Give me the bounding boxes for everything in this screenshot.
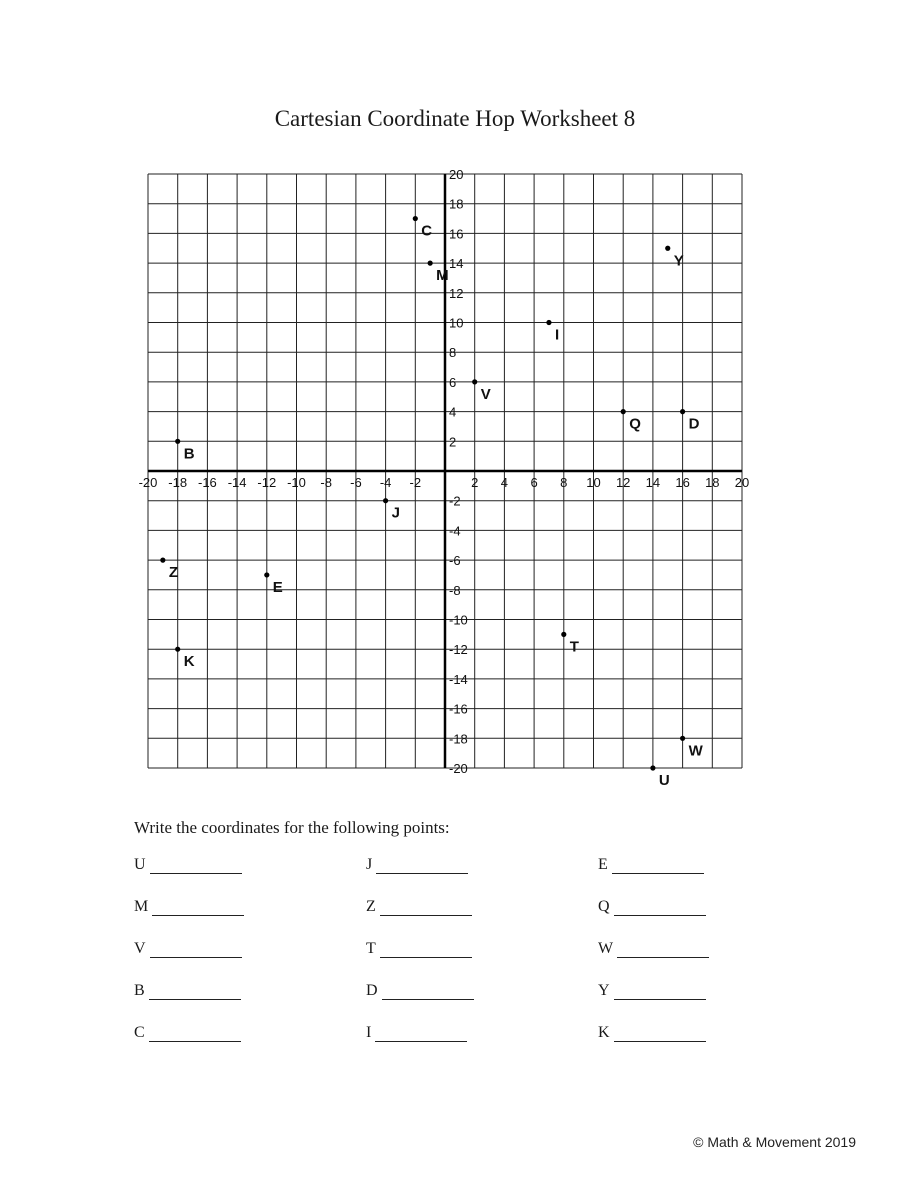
answer-item <box>134 1024 241 1042</box>
answer-blank[interactable] <box>382 983 474 1000</box>
x-tick-label: 20 <box>734 475 750 490</box>
y-tick-label: -12 <box>449 642 468 658</box>
x-tick-label: 4 <box>500 475 509 490</box>
answer-item <box>134 940 242 958</box>
point-marker <box>175 439 180 444</box>
answer-label: M <box>134 898 149 915</box>
answer-label: I <box>366 1024 372 1041</box>
x-tick-label: -12 <box>257 475 277 490</box>
x-tick-label: 10 <box>586 475 601 490</box>
answer-blank[interactable] <box>149 1025 241 1042</box>
answer-blank[interactable] <box>149 983 241 1000</box>
point-marker <box>680 736 685 741</box>
point-marker <box>621 409 626 414</box>
answer-blank[interactable] <box>617 941 709 958</box>
answer-label: J <box>366 856 373 873</box>
point-label: C <box>421 222 433 240</box>
worksheet-title: Cartesian Coordinate Hop Worksheet 8 <box>274 106 636 131</box>
answer-blank[interactable] <box>614 983 706 1000</box>
point-marker <box>428 261 433 266</box>
plotted-points <box>160 216 703 789</box>
point-marker <box>472 379 477 384</box>
answer-label: E <box>598 856 608 873</box>
x-tick-label: 2 <box>471 475 479 490</box>
point-label: Z <box>168 564 179 582</box>
answer-item <box>366 982 474 1000</box>
answer-item <box>598 940 709 958</box>
point-marker <box>264 572 269 577</box>
point-marker <box>413 216 418 221</box>
answer-label: Y <box>598 982 610 999</box>
point-label: U <box>658 772 670 789</box>
answer-item <box>598 898 706 916</box>
instruction-text: Write the coordinates for the following points: <box>134 818 450 837</box>
answer-item <box>366 940 472 958</box>
answer-item <box>366 898 472 916</box>
x-tick-label: 16 <box>675 475 690 490</box>
x-tick-label: 8 <box>560 475 568 490</box>
point-marker <box>160 558 165 563</box>
y-tick-label: 12 <box>449 285 464 301</box>
answer-label: Q <box>598 898 610 915</box>
x-tick-label: -8 <box>320 475 332 490</box>
point-label: V <box>480 385 491 403</box>
point-label: M <box>436 267 449 285</box>
point-label: T <box>569 638 579 656</box>
answer-item <box>134 898 244 916</box>
x-tick-label: -16 <box>198 475 217 490</box>
x-tick-label: -14 <box>227 475 247 490</box>
answer-row <box>134 856 754 882</box>
coordinate-grid <box>130 160 770 800</box>
point-marker <box>383 498 388 503</box>
point-marker <box>546 320 551 325</box>
answer-section <box>134 856 754 1066</box>
point-label: D <box>688 415 700 433</box>
y-tick-label: 2 <box>449 434 457 450</box>
y-tick-label: 20 <box>449 167 464 182</box>
point-label: J <box>391 504 400 522</box>
y-tick-label: -2 <box>449 493 461 509</box>
answer-blank[interactable] <box>375 1025 467 1042</box>
answer-row <box>134 1024 754 1050</box>
y-tick-label: -14 <box>449 671 468 687</box>
answer-blank[interactable] <box>150 941 242 958</box>
copyright-footer: © Math & Movement 2019 <box>693 1134 856 1150</box>
point-label: Y <box>673 252 684 270</box>
answer-row <box>134 982 754 1008</box>
x-tick-label: 6 <box>530 475 538 490</box>
answer-item <box>366 856 468 874</box>
answer-blank[interactable] <box>380 941 472 958</box>
answer-label: Z <box>366 898 376 915</box>
answer-label: D <box>366 982 378 999</box>
point-label: W <box>688 742 703 760</box>
y-tick-label: 6 <box>449 374 457 390</box>
answer-row <box>134 940 754 966</box>
answer-blank[interactable] <box>152 899 244 916</box>
answer-blank[interactable] <box>376 857 468 874</box>
y-tick-label: 10 <box>449 315 464 331</box>
x-tick-label: 14 <box>645 475 661 490</box>
point-marker <box>650 765 655 770</box>
y-tick-label: -8 <box>449 582 461 598</box>
answer-blank[interactable] <box>614 899 706 916</box>
answer-blank[interactable] <box>614 1025 706 1042</box>
answer-label: B <box>134 982 145 999</box>
x-tick-label: -18 <box>168 475 188 490</box>
y-tick-label: 8 <box>449 345 457 361</box>
point-marker <box>680 409 685 414</box>
point-label: B <box>183 445 195 463</box>
point-label: I <box>554 326 560 344</box>
point-label: E <box>272 578 283 596</box>
answer-blank[interactable] <box>150 857 242 874</box>
answer-label: U <box>134 856 146 873</box>
point-marker <box>561 632 566 637</box>
y-tick-label: -16 <box>449 701 468 717</box>
y-tick-label: -20 <box>449 761 468 776</box>
point-label: K <box>183 653 195 671</box>
y-tick-label: 4 <box>449 404 457 420</box>
answer-label: V <box>134 940 146 957</box>
answer-blank[interactable] <box>612 857 704 874</box>
answer-row <box>134 898 754 924</box>
point-marker <box>665 246 670 251</box>
answer-item <box>598 982 706 1000</box>
answer-item <box>134 982 241 1000</box>
answer-label: T <box>366 940 376 957</box>
x-tick-label: -2 <box>409 475 422 490</box>
y-tick-label: -6 <box>449 553 461 569</box>
x-tick-label: 18 <box>705 475 720 490</box>
x-tick-label: -4 <box>379 475 392 490</box>
y-tick-label: 18 <box>449 196 464 212</box>
answer-blank[interactable] <box>380 899 472 916</box>
y-tick-label: 14 <box>449 256 464 272</box>
y-tick-label: 16 <box>449 226 464 242</box>
point-label: Q <box>629 415 641 433</box>
answer-item <box>366 1024 467 1042</box>
x-tick-label: -6 <box>350 475 362 490</box>
point-marker <box>175 647 180 652</box>
y-tick-label: -10 <box>449 612 468 628</box>
x-tick-label: -10 <box>287 475 306 490</box>
y-tick-label: -4 <box>449 523 461 539</box>
answer-label: W <box>598 940 614 957</box>
answer-item <box>598 1024 706 1042</box>
answer-label: K <box>598 1024 610 1041</box>
y-tick-label: -18 <box>449 731 468 747</box>
x-tick-label: -20 <box>138 475 158 490</box>
answer-item <box>134 856 242 874</box>
answer-item <box>598 856 704 874</box>
answer-label: C <box>134 1024 145 1041</box>
x-tick-label: 12 <box>615 475 631 490</box>
